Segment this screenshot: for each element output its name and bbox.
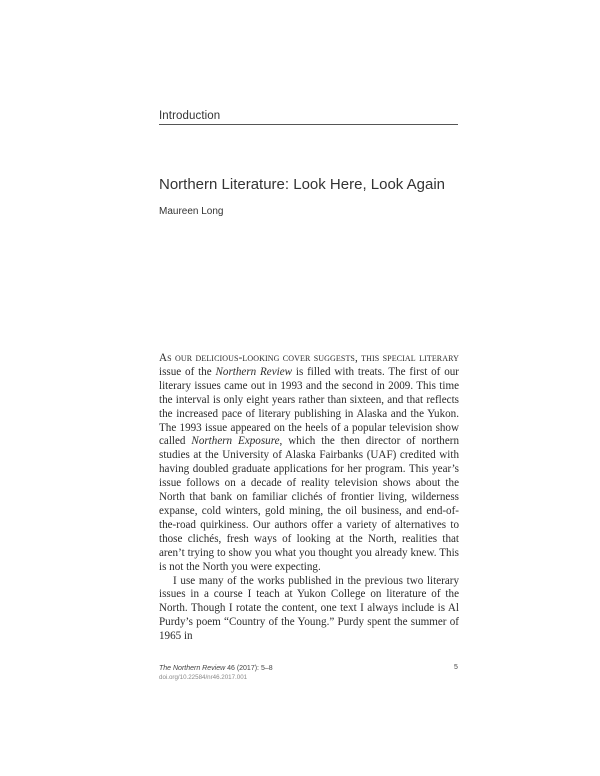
citation-line — [159, 664, 273, 673]
header-rule — [159, 124, 458, 125]
lead-in-small-caps: As our delicious-looking cover suggests, this special literary — [159, 352, 459, 364]
footer-citation — [159, 664, 273, 682]
article-title: Northern Literature: Look Here, Look Again — [159, 176, 446, 193]
paragraph-1 — [159, 352, 459, 575]
paragraph-1-text-c: , which the then director of northern studies at the University of Alaska Fairbanks (UAF) credited with having doubled graduate applications for her program. This year’s issue follows on a decade of reality television shows about the North that bank on familiar clichés of frontier living, wilderness expanse, cold winters, gold mining, the oil business, and end-of-the-road quirkiness. Our authors offer a variety of alternatives to those clichés, fresh ways of looking at the North, realities that aren’t trying to show you what you thought you already knew. This is not the North you were expecting. — [159, 435, 459, 573]
doi-link[interactable]: doi.org/10.22584/nr46.2017.001 — [159, 674, 248, 681]
journal-name-italic: Northern Review — [215, 365, 293, 378]
paragraph-1-text-b: is filled with treats. The first of our literary issues came out in 1993 and the second in 2009. This time the interval is only eight years rather than sixteen, and that reflects the increased pace of literary publishing in Alaska and the Yukon. The 1993 issue appeared on the heels of a popular television show called — [159, 365, 460, 448]
paragraph-2: I use many of the works published in the previous two literary issues in a course I teach at Yukon College on literature of the North. Though I rotate the content, one text I always include is Al Purdy’s poem “Country of the Young.” Purdy spent the summer of 1965 in — [159, 574, 459, 643]
author-name: Maureen Long — [159, 206, 224, 217]
footer-journal-name: The Northern Review — [159, 665, 226, 672]
article-body — [159, 352, 459, 644]
tv-show-title-italic: Northern Exposure — [191, 435, 280, 448]
footer-citation-detail: 46 (2017): 5–8 — [225, 665, 273, 672]
paragraph-1-text-a: issue of the — [159, 365, 216, 378]
section-label: Introduction — [159, 110, 221, 122]
page-number: 5 — [454, 664, 458, 671]
